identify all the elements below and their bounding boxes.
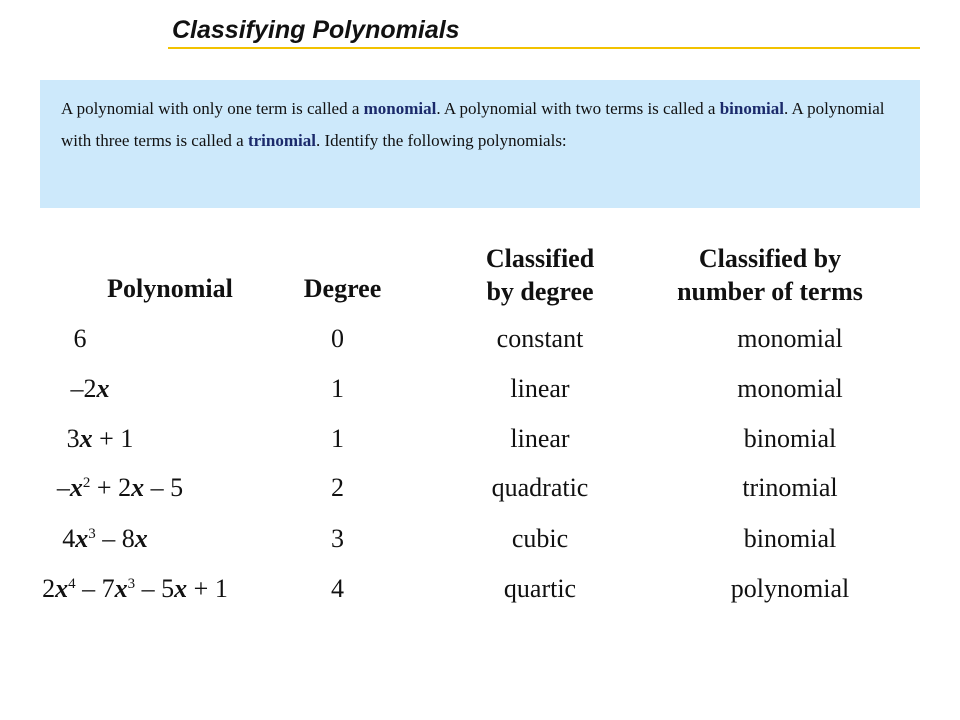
poly-exponent: 3 — [127, 576, 136, 592]
polynomial-cell — [30, 374, 150, 404]
class-by-degree-cell: quartic — [503, 574, 577, 603]
poly-text: + 2 — [90, 473, 132, 502]
poly-variable: x — [69, 473, 83, 502]
poly-text: – 8 — [95, 524, 135, 553]
polynomial-cell — [40, 324, 120, 354]
polynomial-cell — [10, 574, 260, 604]
title-underline — [168, 47, 920, 49]
header-classified-by-degree — [450, 242, 630, 308]
header-degree: Degree — [303, 274, 382, 303]
poly-text: + 1 — [92, 424, 134, 453]
poly-text: – 5 — [135, 574, 175, 603]
degree-cell: 2 — [331, 473, 344, 502]
polynomial-cell — [10, 473, 230, 503]
poly-variable: x — [134, 524, 148, 553]
degree-cell: 0 — [331, 324, 344, 353]
class-by-terms-cell: monomial — [737, 374, 843, 403]
class-by-degree-cell: linear — [510, 424, 570, 453]
degree-cell: 4 — [331, 574, 344, 603]
poly-variable: x — [174, 574, 188, 603]
class-by-terms-cell: binomial — [743, 424, 837, 453]
poly-variable: x — [75, 524, 89, 553]
class-by-terms-cell: monomial — [737, 324, 843, 353]
term-binomial: binomial — [719, 99, 784, 118]
header-classified-by-degree-line1: Classified — [485, 244, 595, 273]
term-monomial: monomial — [363, 99, 437, 118]
poly-variable: x — [96, 374, 110, 403]
poly-variable: x — [131, 473, 145, 502]
poly-exponent: 2 — [82, 475, 91, 491]
degree-cell: 3 — [331, 524, 344, 553]
polynomial-cell — [30, 524, 180, 554]
class-by-degree-cell: cubic — [511, 524, 569, 553]
poly-text: 6 — [73, 324, 87, 353]
header-classified-by-terms-line1: Classified by — [698, 244, 842, 273]
poly-text: –2 — [70, 374, 97, 403]
poly-text: – 5 — [144, 473, 184, 502]
class-by-terms-cell: polynomial — [730, 574, 850, 603]
class-by-degree-cell: quadratic — [491, 473, 589, 502]
header-classified-by-terms — [640, 242, 900, 308]
class-by-terms-cell: binomial — [743, 524, 837, 553]
intro-text-3: . A polynomial with three terms is called a — [61, 99, 885, 150]
poly-variable: x — [114, 574, 128, 603]
page-title: Classifying Polynomials — [172, 16, 460, 44]
poly-variable: x — [79, 424, 93, 453]
class-by-terms-cell: trinomial — [742, 473, 838, 502]
poly-text: + 1 — [187, 574, 228, 603]
poly-exponent: 3 — [88, 526, 96, 542]
polynomial-cell — [30, 424, 170, 454]
poly-text: 2 — [42, 574, 56, 603]
intro-text-1: A polynomial with only one term is called a — [61, 99, 364, 118]
poly-text: – — [56, 473, 70, 502]
poly-text: 4 — [62, 524, 76, 553]
intro-box — [40, 80, 920, 208]
header-classified-by-degree-line2: by degree — [486, 277, 594, 306]
poly-text: 3 — [66, 424, 80, 453]
header-polynomial: Polynomial — [107, 274, 233, 303]
degree-cell: 1 — [331, 424, 344, 453]
degree-cell: 1 — [331, 374, 344, 403]
class-by-degree-cell: linear — [510, 374, 570, 403]
class-by-degree-cell: constant — [496, 324, 584, 353]
intro-text-4: . Identify the following polynomials: — [315, 131, 567, 150]
term-trinomial: trinomial — [247, 131, 316, 150]
header-classified-by-terms-line2: number of terms — [677, 277, 863, 306]
poly-variable: x — [55, 574, 69, 603]
intro-text-2: . A polynomial with two terms is called a — [436, 99, 720, 118]
poly-exponent: 4 — [68, 576, 76, 592]
poly-text: – 7 — [75, 574, 115, 603]
